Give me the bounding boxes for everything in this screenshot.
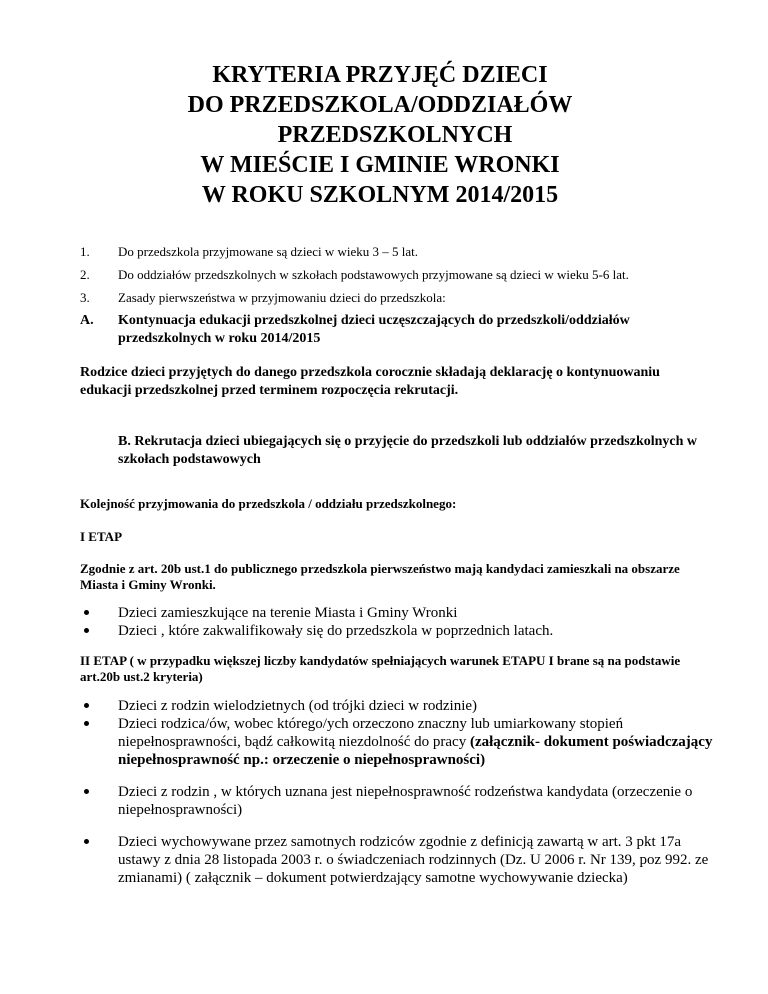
section-a-heading [80, 312, 720, 348]
stage-1-list [80, 604, 720, 640]
bullet-icon [84, 703, 89, 708]
title-line: PRZEDSZKOLNYCH [277, 122, 513, 148]
bullet-icon [84, 628, 89, 633]
numbered-item-3 [80, 290, 446, 306]
title-line: KRYTERIA PRZYJĘĆ DZIECI [212, 62, 548, 88]
list-item [80, 604, 720, 622]
item-number: 3. [80, 290, 90, 305]
list-item-text: Dzieci z rodzin wielodzietnych (od trójki dzieci w rodzinie) [118, 698, 478, 714]
title-line: W ROKU SZKOLNYM 2014/2015 [201, 182, 559, 208]
title-line: W MIEŚCIE I GMINIE WRONKI [200, 152, 560, 178]
bullet-icon [84, 789, 89, 794]
stage-1-text: Zgodnie z art. 20b ust.1 do publicznego przedszkola pierwszeństwo mają kandydaci zamieszkali na obszarze Miasta i Gminy Wronki. [80, 561, 680, 592]
bullet-icon [84, 721, 89, 726]
parents-note: Rodzice dzieci przyjętych do danego przedszkola corocznie składają deklarację o kontynuowaniu edukacji przedszkolnej przed terminem rozpoczęcia rekrutacji. [80, 365, 660, 398]
item-text: Do oddziałów przedszkolnych w szkołach podstawowych przyjmowane są dzieci w wieku 5-6 lat. [118, 267, 629, 282]
section-b-heading: B. Rekrutacja dzieci ubiegających się o przyjęcie do przedszkoli lub oddziałów przedszkolnych w szkołach podstawowych [118, 434, 698, 467]
list-item [80, 833, 720, 887]
bullet-icon [84, 610, 89, 615]
item-text: Do przedszkola przyjmowane są dzieci w wieku 3 – 5 lat. [118, 244, 418, 259]
stage-2-list-c [80, 833, 720, 887]
stage-2-heading: II ETAP ( w przypadku większej liczby kandydatów spełniających warunek ETAPU I brane są na podstawie art.20b ust.2 kryteria) [80, 653, 681, 684]
section-text: Kontynuacja edukacji przedszkolnej dzieci uczęszczających do przedszkoli/oddziałów przedszkolnych w roku 2014/2015 [118, 313, 630, 346]
title-line: DO PRZEDSZKOLA/ODDZIAŁÓW [187, 92, 573, 118]
list-item [80, 783, 720, 819]
list-item-text: Dzieci z rodzin , w których uznana jest niepełnosprawność rodzeństwa kandydata (orzeczenie o niepełnosprawności) [118, 784, 693, 818]
list-item [80, 715, 720, 769]
bullet-icon [84, 839, 89, 844]
list-item-text: Dzieci wychowywane przez samotnych rodziców zgodnie z definicją zawartą w art. 3 pkt 17a ustawy z dnia 28 listopada 2003 r. o świadczeniach rodzinnych (Dz. U 2006 r. Nr 139, poz 992. ze zmianami) ( załącznik – dokument potwierdzający samotne wychowywanie dziecka) [118, 834, 709, 886]
list-item [80, 622, 720, 640]
order-heading: Kolejność przyjmowania do przedszkola / oddziału przedszkolnego: [80, 496, 457, 511]
list-item-attachment: (załącznik- dokument poświadczający niepełnosprawność np.: orzeczenie o niepełnosprawności) [118, 734, 713, 768]
numbered-item-1 [80, 244, 418, 260]
stage-2-list-a [80, 697, 720, 769]
list-item-text: Dzieci rodzica/ów, wobec którego/ych orzeczono znaczny lub umiarkowany stopień niepełnosprawności, bądź całkowitą niezdolność do pracy [118, 716, 624, 750]
list-item-text: Dzieci zamieszkujące na terenie Miasta i Gminy Wronki [118, 605, 458, 621]
item-text: Zasady pierwszeństwa w przyjmowaniu dzieci do przedszkola: [118, 290, 446, 305]
document-title [160, 60, 600, 210]
section-label: A. [80, 313, 94, 328]
numbered-item-2 [80, 267, 629, 283]
list-item [80, 697, 720, 715]
stage-2-list-b [80, 783, 720, 819]
list-item-text: Dzieci , które zakwalifikowały się do przedszkola w poprzednich latach. [118, 623, 554, 639]
item-number: 1. [80, 244, 90, 259]
stage-1-heading: I ETAP [80, 529, 123, 544]
item-number: 2. [80, 267, 90, 282]
